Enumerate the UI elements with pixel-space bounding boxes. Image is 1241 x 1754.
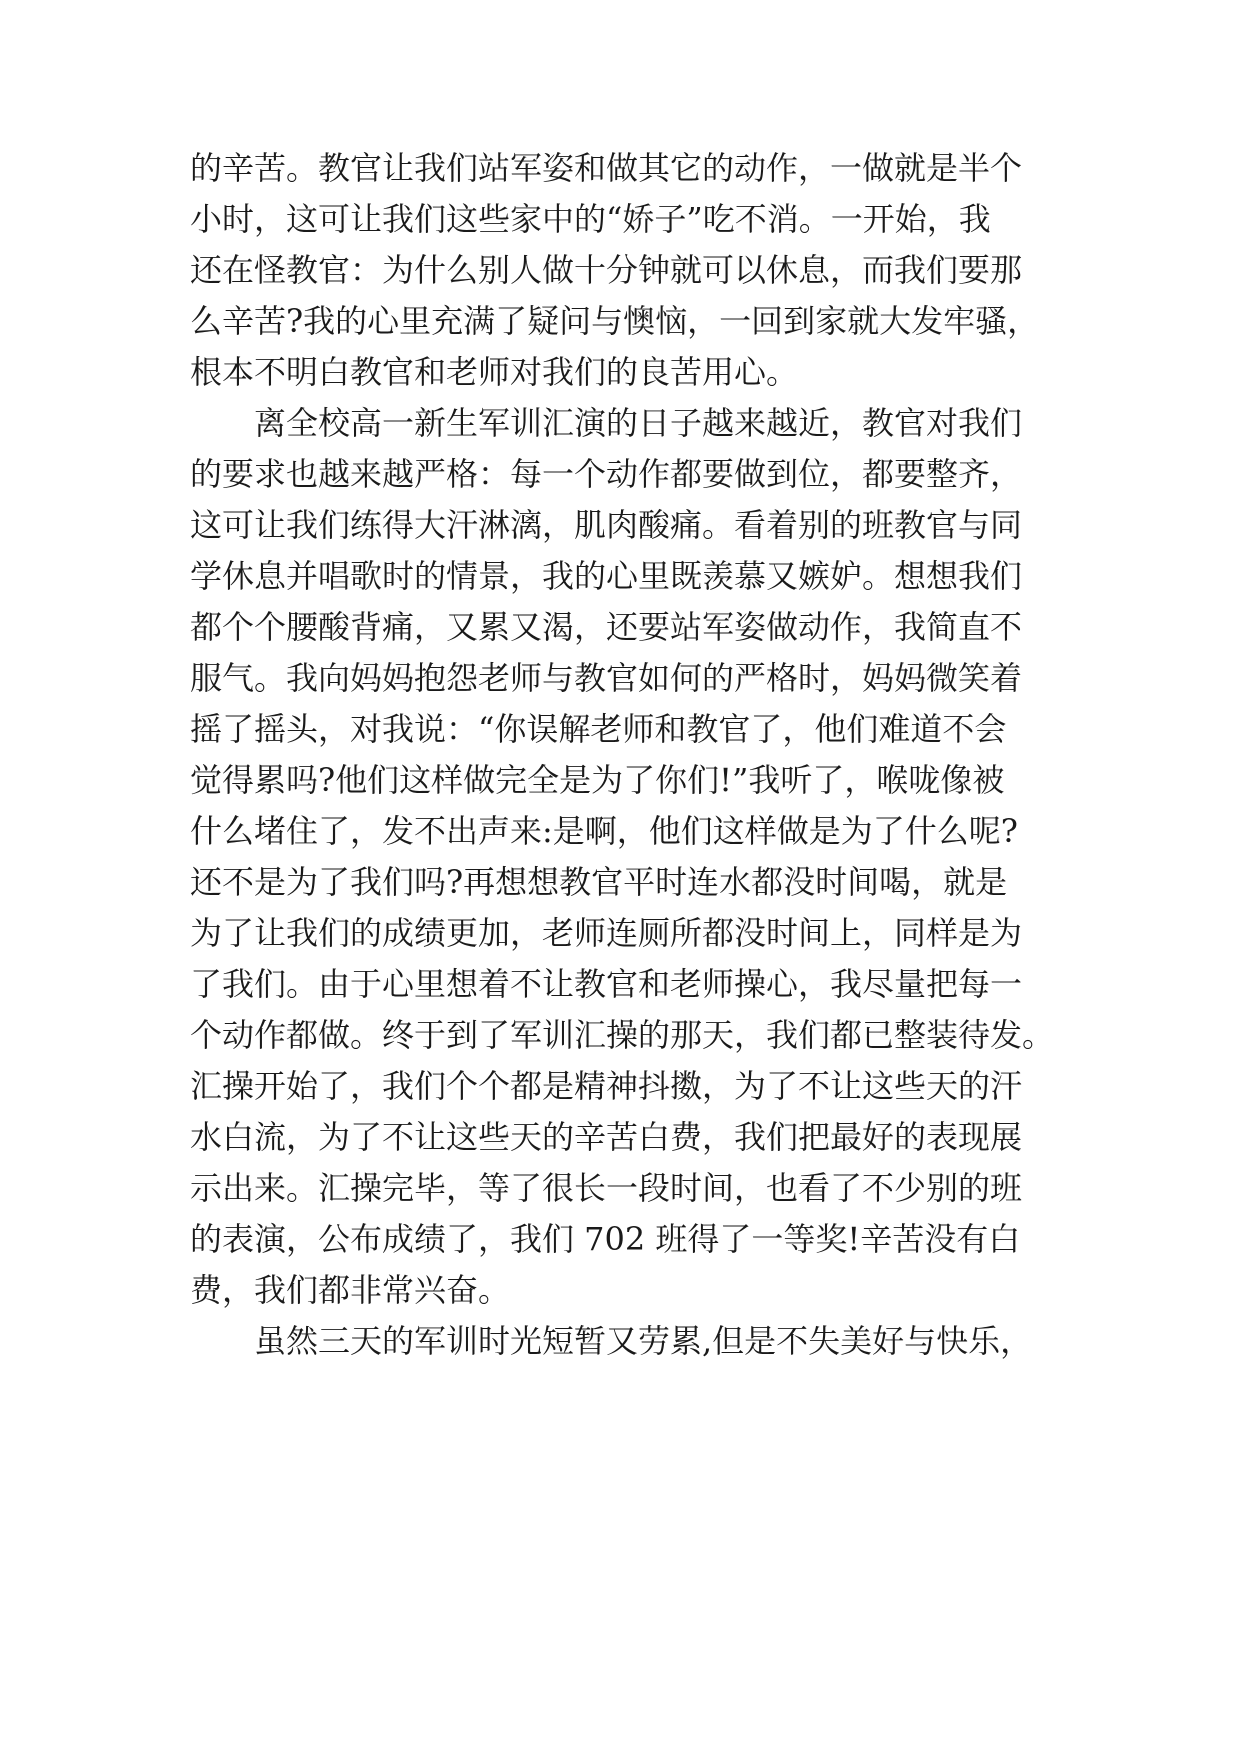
text-line: 的表演，公布成绩了，我们 702 班得了一等奖!辛苦没有白 — [190, 1220, 1021, 1258]
text-line: 汇操开始了，我们个个都是精神抖擞，为了不让这些天的汗 — [190, 1067, 1023, 1105]
text-line: 服气。我向妈妈抱怨老师与教官如何的严格时，妈妈微笑着 — [190, 659, 1023, 697]
text-line: 还在怪教官：为什么别人做十分钟就可以休息，而我们要那 — [190, 251, 1023, 289]
text-line: 水白流，为了不让这些天的辛苦白费，我们把最好的表现展 — [190, 1118, 1023, 1156]
text-line: 费，我们都非常兴奋。 — [190, 1271, 511, 1309]
text-line: 么辛苦?我的心里充满了疑问与懊恼，一回到家就大发牢骚， — [190, 302, 1040, 340]
paragraph-first-line: 离全校高一新生军训汇演的日子越来越近，教官对我们 — [254, 404, 1023, 442]
text-line: 的要求也越来越严格：每一个动作都要做到位，都要整齐， — [190, 455, 1023, 493]
text-line: 了我们。由于心里想着不让教官和老师操心，我尽量把每一 — [190, 965, 1023, 1003]
text-line: 都个个腰酸背痛，又累又渴，还要站军姿做动作，我简直不 — [190, 608, 1023, 646]
text-line: 为了让我们的成绩更加，老师连厕所都没时间上，同样是为 — [190, 914, 1023, 952]
text-line: 什么堵住了，发不出声来:是啊，他们这样做是为了什么呢? — [190, 812, 1018, 850]
text-line: 根本不明白教官和老师对我们的良苦用心。 — [190, 353, 799, 391]
text-line: 的辛苦。教官让我们站军姿和做其它的动作，一做就是半个 — [190, 149, 1023, 187]
text-line: 示出来。汇操完毕，等了很长一段时间，也看了不少别的班 — [190, 1169, 1023, 1207]
text-line: 摇了摇头，对我说：“你误解老师和教官了，他们难道不会 — [190, 710, 1007, 748]
text-line: 个动作都做。终于到了军训汇操的那天，我们都已整装待发。 — [190, 1016, 1055, 1054]
text-line: 还不是为了我们吗?再想想教官平时连水都没时间喝，就是 — [190, 863, 1008, 901]
text-line: 觉得累吗?他们这样做完全是为了你们!”我听了，喉咙像被 — [190, 761, 1005, 799]
paragraph-first-line: 虽然三天的军训时光短暂又劳累,但是不失美好与快乐， — [254, 1322, 1033, 1360]
text-line: 学休息并唱歌时的情景，我的心里既羡慕又嫉妒。想想我们 — [190, 557, 1023, 595]
text-line: 小时，这可让我们这些家中的“娇子”吃不消。一开始，我 — [190, 200, 991, 238]
text-line: 这可让我们练得大汗淋漓，肌肉酸痛。看着别的班教官与同 — [190, 506, 1023, 544]
